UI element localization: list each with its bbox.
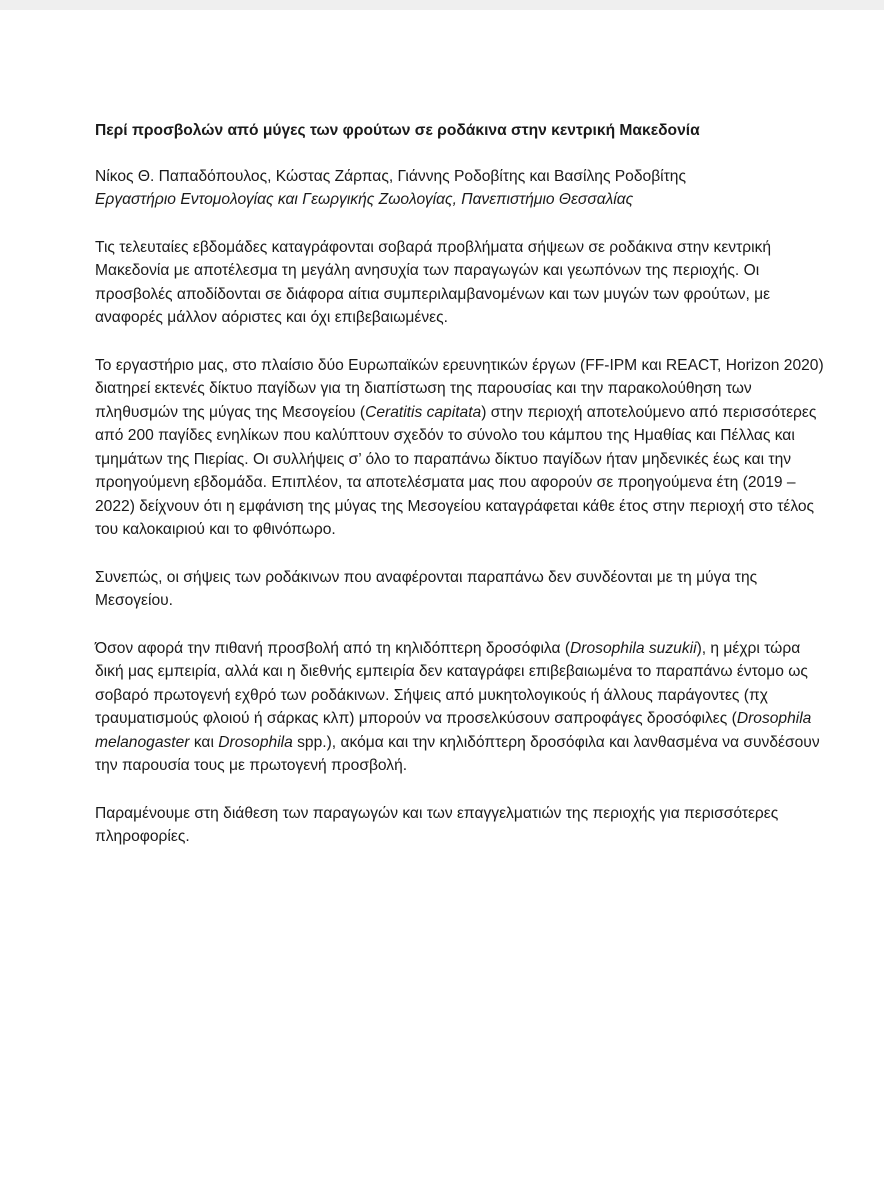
- paragraph-5: Παραμένουμε στη διάθεση των παραγωγών και των επαγγελματιών της περιοχής για περισσότερες πληροφορίες.: [95, 804, 779, 845]
- species-name-suzukii: Drosophila suzukii: [570, 639, 697, 657]
- paragraph-4-text-b: ), η μέχρι τώρα δική μας εμπειρία, αλλά και η διεθνής εμπειρία δεν καταγράφει επιβεβαιωμένα το παραπάνω έντομο ως σοβαρό πρωτογενή εχθρό των ροδάκινων. Σήψεις από μυκητολογικούς ή άλλους παράγοντες (πχ τραυματισμούς φλοιού ή σάρκας κλπ) μπορούν να προσελκύσουν σαπροφάγες δροσόφιλες (: [95, 639, 808, 727]
- paragraph-4-text-c: και: [189, 733, 219, 751]
- document-title: Περί προσβολών από μύγες των φρούτων σε ροδάκινα στην κεντρική Μακεδονία: [95, 122, 700, 139]
- paragraph-2-text-b: ) στην περιοχή αποτελούμενο από περισσότερες από 200 παγίδες ενηλίκων που καλύπτουν σχεδόν το σύνολο του κάμπου της Ημαθίας και Πέλλας και τμημάτων της Πιερίας. Οι συλλήψεις σ’ όλο το παραπάνω δίκτυο παγίδων ήταν μηδενικές έως και την προηγούμενη εβδομάδα. Επιπλέον, τα αποτελέσματα μας που αφορούν σε προηγούμενα έτη (2019 – 2022) δείχνουν ότι η εμφάνιση της μύγας της Μεσογείου καταγράφεται κάθε έτος στην περιοχή στο τέλος του καλοκαιριού και το φθινόπωρο.: [95, 403, 817, 538]
- paragraph-1: Τις τελευταίες εβδομάδες καταγράφονται σοβαρά προβλήματα σήψεων σε ροδάκινα στην κεντρική Μακεδονία με αποτέλεσμα τη μεγάλη ανησυχία των παραγωγών και γεωπόνων της περιοχής. Οι προσβολές αποδίδονται σε διάφορα αίτια συμπεριλαμβανομένων και των μυγών των φρούτων, με αναφορές μάλλον αόριστες και όχι επιβεβαιωμένες.: [95, 238, 772, 326]
- paragraph-3: Συνεπώς, οι σήψεις των ροδάκινων που αναφέρονται παραπάνω δεν συνδέονται με τη μύγα της Μεσογείου.: [95, 568, 758, 609]
- top-bar: [0, 0, 884, 10]
- species-name-ceratitis: Ceratitis capitata: [365, 403, 482, 421]
- authors-line: Νίκος Θ. Παπαδόπουλος, Κώστας Ζάρπας, Γιάννης Ροδοβίτης και Βασίλης Ροδοβίτης: [95, 167, 686, 185]
- paragraph-4-text-a: Όσον αφορά την πιθανή προσβολή από τη κηλιδόπτερη δροσόφιλα (: [95, 639, 571, 657]
- species-name-drosophila: Drosophila: [218, 733, 293, 751]
- document-page: [95, 119, 825, 873]
- affiliation-line: Εργαστήριο Εντομολογίας και Γεωργικής Ζωολογίας, Πανεπιστήμιο Θεσσαλίας: [95, 191, 634, 208]
- species-name-melanogaster: Drosophila melanogaster: [95, 710, 812, 751]
- paragraph-4-text-d: spp.), ακόμα και την κηλιδόπτερη δροσόφιλα και λανθασμένα να συνδέσουν την παρουσία τους με πρωτογενή προσβολή.: [95, 733, 820, 774]
- paragraph-2: [95, 354, 825, 542]
- paragraph-4: [95, 637, 825, 778]
- paragraph-2-text-a: Το εργαστήριο μας, στο πλαίσιο δύο Ευρωπαϊκών ερευνητικών έργων (FF-IPM και REACT, Horizon 2020) διατηρεί εκτενές δίκτυο παγίδων για τη διαπίστωση της παρουσίας και την παρακολούθηση των πληθυσμών της μύγας της Μεσογείου (: [95, 356, 824, 421]
